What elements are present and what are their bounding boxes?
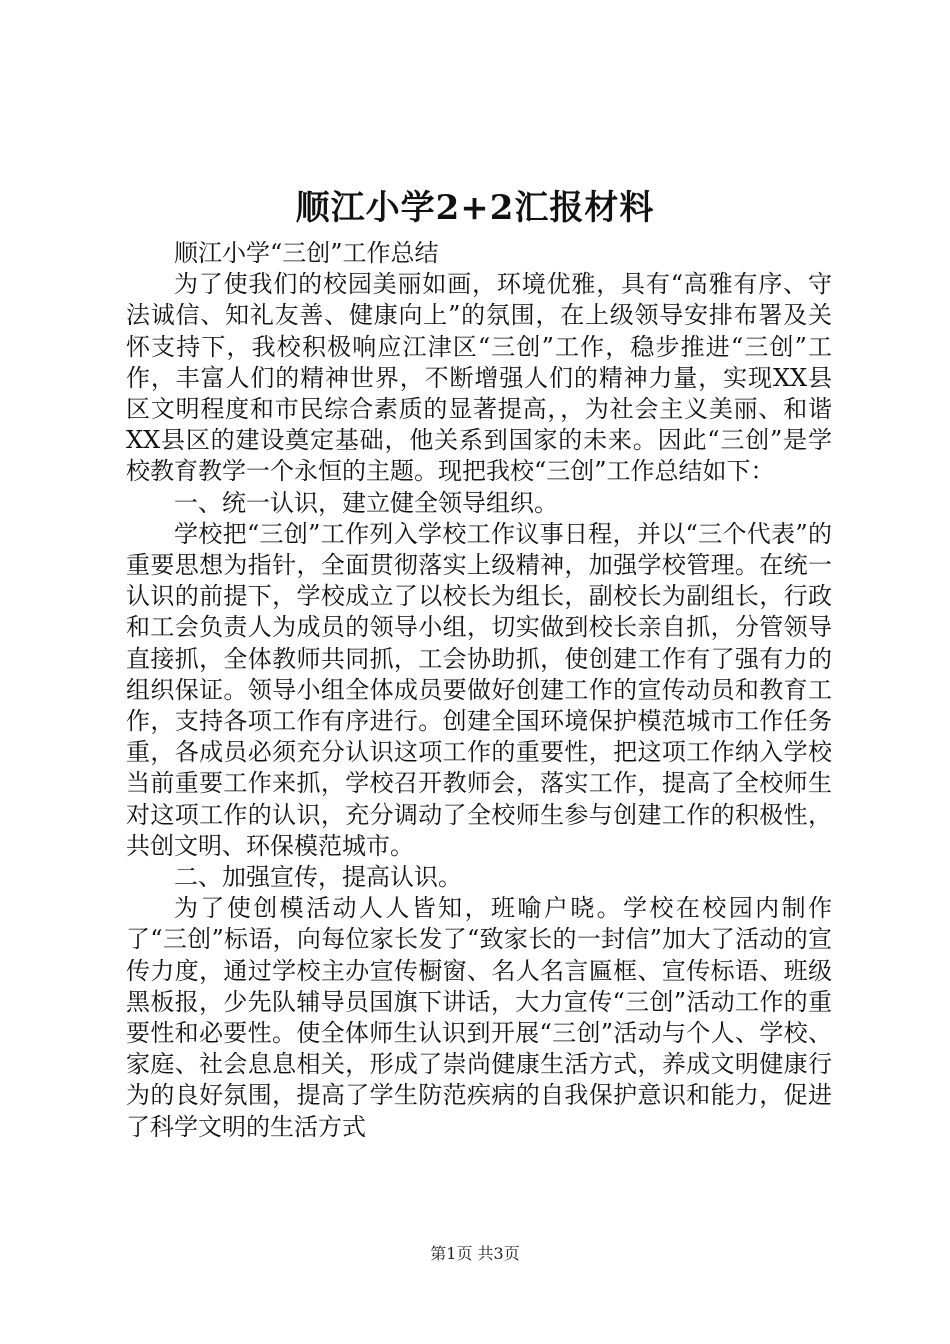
document-body (126, 238, 832, 1143)
section-heading-1: 一、统一认识，建立健全领导组织。 (174, 488, 558, 517)
paragraph-section-1: 学校把“三创”工作列入学校工作议事日程，并以“三个代表”的重要思想为指针，全面贯彻落实上级精神，加强学校管理。在统一认识的前提下，学校成立了以校长为组长，副校长为副组长，行政和工会负责人为成员的领导小组，切实做到校长亲自抓，分管领导直接抓，全体教师共同抓，工会协助抓，使创建工作有了强有力的组织保证。领导小组全体成员要做好创建工作的宣传动员和教育工作，支持各项工作有序进行。创建全国环境保护模范城市工作任务重，各成员必须充分认识这项工作的重要性，把这项工作纳入学校当前重要工作来抓，学校召开教师会，落实工作，提高了全校师生对这项工作的认识，充分调动了全校师生参与创建工作的积极性，共创文明、环保模范城市。 (126, 519, 832, 860)
section-heading-2: 二、加强宣传，提高认识。 (174, 863, 462, 892)
paragraph-intro: 为了使我们的校园美丽如画，环境优雅，具有“高雅有序、守法诚信、知礼友善、健康向上”的氛围，在上级领导安排布署及关怀支持下，我校积极响应江津区“三创”工作，稳步推进“三创”工作，丰富人们的精神世界，不断增强人们的精神力量，实现XX县区文明程度和市民综合素质的显著提高，，为社会主义美丽、和谐XX县区的建设奠定基础，他关系到国家的未来。因此“三创”是学校教育教学一个永恒的主题。现把我校“三创”工作总结如下： (126, 270, 832, 486)
document-title: 顺江小学2+2汇报材料 (295, 188, 655, 228)
paragraph-section-2: 为了使创模活动人人皆知，班喻户晓。学校在校园内制作了“三创”标语，向每位家长发了“致家长的一封信”加大了活动的宣传力度，通过学校主办宣传橱窗、名人名言匾框、宣传标语、班级黑板报，少先队辅导员国旗下讲话，大力宣传“三创”活动工作的重要性和必要性。使全体师生认识到开展“三创”活动与个人、学校、家庭、社会息息相关，形成了崇尚健康生活方式，养成文明健康行为的良好氛围，提高了学生防范疾病的自我保护意识和能力，促进了科学文明的生活方式 (126, 894, 832, 1141)
paragraph-subtitle: 顺江小学“三创”工作总结 (174, 239, 439, 267)
page-number-footer: 第1页 共3页 (430, 1244, 520, 1263)
